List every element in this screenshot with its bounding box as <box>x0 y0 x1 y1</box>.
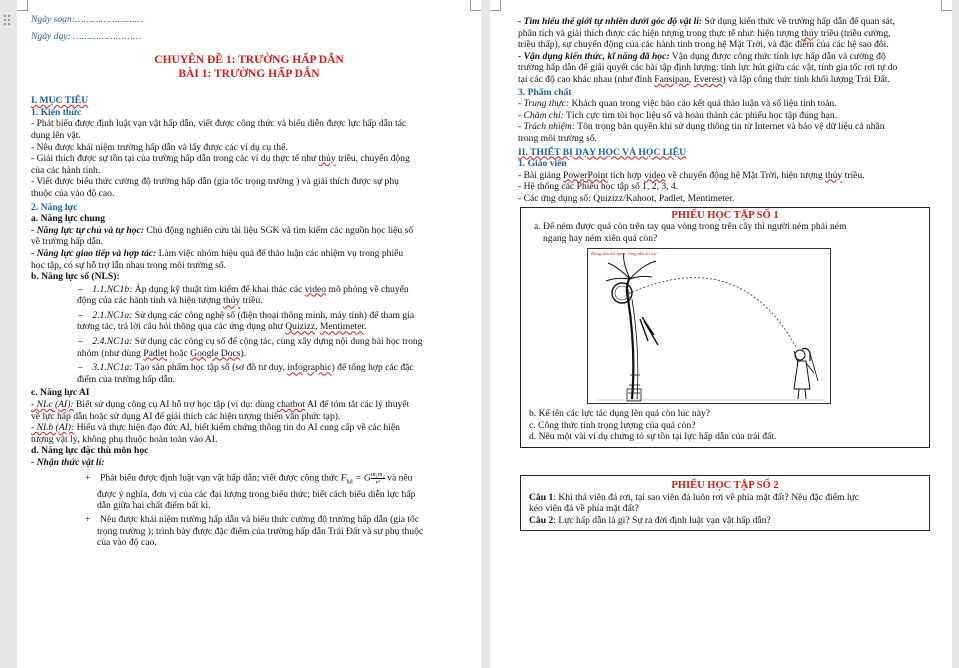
subheading-general: a. Năng lực chung <box>31 213 105 225</box>
knowledge-line: - Viết được biểu thức cường độ trường hấp dẫn (gia tốc trọng trường ) và giải thích được sự phụ <box>31 176 399 188</box>
quality-line: - Trách nhiệm: Tôn trọng bản quyền khi sử dụng thông tin từ Internet và bảo vệ dữ liệu cá nhân <box>518 121 885 133</box>
date-compose: Ngày soạn:…………………… <box>31 14 144 25</box>
digital-competence-item: động của các hành tinh và hiện tượng thủy triều. <box>77 295 263 307</box>
digital-competence-item: – 1.1.NC1b: Áp dụng kỹ thuật tìm kiếm để khai thác các video mô phỏng về chuyển <box>78 283 409 295</box>
worksheet-2-question-2: Câu 2: Lực hấp dẫn là gì? Sự ra đời định luật vạn vật hấp dẫn? <box>529 514 771 526</box>
subheading-ai: c. Năng lực AI <box>31 387 90 399</box>
worksheet-1-question-a: a. Để ném được quả còn trên tay qua vòng trong trên cây thì người ném phải ném <box>534 221 847 233</box>
document-page-left <box>17 0 481 668</box>
worksheet-1-question-d: d. Nêu một vài ví dụ chứng tỏ sự tồn tại lực hấp dẫn của trái đất. <box>529 431 777 443</box>
worksheet-2 <box>520 475 930 531</box>
physics-cognition-item: của vào độ cao. <box>97 537 157 549</box>
digital-competence-item: – 3.1.NC1a: Tạo sản phẩm học tập số (sơ đồ tư duy, infographic) để tổng hợp các đặc <box>78 362 414 374</box>
subheading-digital: b. Năng lực số (NLS): <box>31 271 120 283</box>
worksheet-1-title: PHIẾU HỌC TẬP SỐ 1 <box>671 209 779 221</box>
general-competence-line: - Năng lực giao tiếp và hợp tác: Làm việc nhóm hiệu quả để thảo luận các nhiệm vụ trong phiếu <box>31 247 404 259</box>
date-teach: Ngày dạy: …………………… <box>31 30 142 42</box>
digital-competence-item: tương tác, trả lời câu hỏi thông qua các ứng dụng như Quizizz, Mentimeter. <box>77 321 367 333</box>
knowledge-line: thuộc của vào độ cao. <box>31 187 115 199</box>
worksheet-1-question-a: ngang hay ném xiên quả còn? <box>543 232 658 244</box>
teacher-resource-line: - Hệ thống các Phiếu học tập số 1, 2, 3, 4. <box>518 181 679 193</box>
crop-mark-icon <box>490 0 501 11</box>
worksheet-2-question-1: Câu 1: Khi thả viên đá rơi, tại sao viên đá luôn rơi về phía mặt đất? Nêu đặc điểm lực <box>529 491 859 503</box>
teacher-resource-line: - Bài giảng PowerPoint tích hợp video về chuyển động hệ Mặt Trời, hiện tượng thủy triều. <box>518 169 865 181</box>
explore-nature-line: - Tìm hiểu thế giới tự nhiên dưới góc độ vật lí: Sử dụng kiến thức về trường hấp dẫn để quan sát, <box>518 16 895 27</box>
lesson-title: BÀI 1: TRƯỜNG HẤP DẪN <box>178 68 320 81</box>
subheading-knowledge: 1. Kiến thức <box>31 106 82 118</box>
apply-knowledge-line: trường hấp dẫn để giải quyết các bài tập định lượng: tính lực hút giữa các vật, tính gia tốc rơi tự do <box>518 62 898 74</box>
con-throwing-illustration <box>588 249 830 403</box>
teacher-resource-line: - Các ứng dụng số: Quizizz/Kahoot, Padlet, Mentimeter. <box>518 192 735 204</box>
worksheet-2-title: PHIẾU HỌC TẬP SỐ 2 <box>671 480 779 492</box>
knowledge-line: - Giải thích được sự tồn tại của trường hấp dẫn trong các ví dụ thực tế như thủy triều, chuyển động <box>31 153 410 165</box>
explore-nature-line: phân tích và giải thích được các hiện tượng trong thực tế như: hiện tượng thủy triều (triều cường, <box>518 27 891 39</box>
apply-knowledge-line: - Vận dụng kiến thức, kĩ năng đã học: Vận dụng được công thức tính lực hấp dẫn và cường độ <box>518 50 886 62</box>
worksheet-1-question-b: b. Kể tên các lực tác dụng lên quả còn lúc này? <box>529 408 711 420</box>
knowledge-line: của các hành tinh. <box>31 164 101 176</box>
physics-cognition-item: trọng trường ); trình bày được đặc điểm của trường hấp dẫn Trái Đất và sự phụ thuộc <box>97 525 424 537</box>
digital-competence-item: nhóm (như dùng Padlet hoặc Google Docs). <box>77 347 247 359</box>
crop-mark-icon <box>17 0 28 11</box>
topic-title: CHUYÊN ĐỀ 1: TRƯỜNG HẤP DẪN <box>154 54 344 67</box>
worksheet-1-question-c: c. Công thức tính trọng lượng của quả còn? <box>529 419 696 431</box>
ai-competence-line: - NLb (AI): Hiểu và thực hiện đạo đức AI, biết kiểm chứng thông tin do AI cung cấp về các hiện <box>31 422 400 434</box>
physics-cognition-item: + Nêu được khái niệm trường hấp dẫn và biểu thức cường độ trường hấp dẫn (gia tốc <box>85 513 420 525</box>
crop-mark-icon <box>470 0 481 11</box>
worksheet-1 <box>520 207 930 449</box>
general-competence-line: học tập, có sự hỗ trợ lẫn nhau trong môi trường số. <box>31 259 227 271</box>
section-heading-equipment: II. THIẾT BỊ DẠY HỌC VÀ HỌC LIỆU <box>518 146 687 158</box>
physics-cognition-item: + Phát biểu được định luật vạn vật hấp dẫn; viết được công thức $F_{hd} = G$ $\frac{\text{m₁m₂}}{\text{r²}}$ và nêu <box>85 470 413 486</box>
knowledge-line: - Nêu được khái niệm trường hấp dẫn và lấy được các ví dụ cụ thể. <box>31 141 288 153</box>
subheading-teacher: 1. Giáo viên <box>518 158 567 170</box>
subheading-specific: d. Năng lực đặc thù môn học <box>31 445 149 457</box>
subheading-qualities: 3. Phẩm chất <box>518 86 572 98</box>
worksheet-1-figure <box>587 248 831 404</box>
apply-knowledge-line: tại các độ cao khác nhau (như đỉnh Fansipan, Everest) và lập công thức tính khối lượng Trái Đất. <box>518 73 890 85</box>
worksheet-2-question-1: kéo viên đá về phía mặt đất? <box>529 503 639 515</box>
general-competence-line: - Năng lực tự chủ và tự học: Chủ động nghiên cứu tài liệu SGK và tìm kiếm các nguồn học liệu số <box>31 224 414 236</box>
crop-mark-icon <box>941 0 952 11</box>
knowledge-line: dụng lên vật. <box>31 129 81 141</box>
subheading-physics-cognition: - Nhận thức vật lí: <box>31 457 105 468</box>
quality-line: trong môi trường số. <box>518 132 598 144</box>
explore-nature-line: triều thấp), sự chuyển động của các hành tinh trong hệ Mặt Trời, và đặc điểm của các hệ sao đôi. <box>518 39 889 51</box>
ai-competence-line: tượng vật lý, không phụ thuộc hoàn toàn vào AI. <box>31 433 218 445</box>
figure-caption: Hàng tâm thể quả - Vòng tâm trí tuệ <box>591 251 657 257</box>
document-page-right <box>490 0 952 668</box>
section-heading-objectives: I. MỤC TIÊU <box>31 95 89 107</box>
quality-line: - Trung thực: Khách quan trong việc báo cáo kết quả thảo luận và số liệu tính toán. <box>518 98 837 110</box>
drag-handle-icon[interactable] <box>3 14 11 26</box>
physics-cognition-item: được ý nghĩa, đơn vị của các đại lượng trong biểu thức; biết cách biểu diễn lực hấp <box>97 488 416 500</box>
digital-competence-item: – 2.4.NC1a: Sử dụng các công cụ số để cộng tác, cùng xây dựng nội dung bài học trong <box>78 336 423 348</box>
knowledge-line: - Phát biểu được định luật vạn vật hấp dẫn, viết được công thức và biểu diễn được lực hấp dẫn tác <box>31 118 407 130</box>
quality-line: - Chăm chỉ: Tích cực tìm tòi học liệu số và hoàn thành các phiếu học tập đúng hạn. <box>518 109 838 121</box>
physics-cognition-item: dẫn giữa hai chất điểm bất kì. <box>97 500 211 512</box>
ai-competence-line: về lực hấp dẫn hoặc sử dụng AI để giải thích các hiện tượng thiên văn phức tạp). <box>31 410 341 422</box>
general-competence-line: về trường hấp dẫn. <box>31 236 104 248</box>
ai-competence-line: - NLc (AI): Biết sử dụng công cụ AI hỗ trợ học tập (ví dụ: dùng chatbot AI để tóm tắt các lý thuyết <box>31 399 410 411</box>
digital-competence-item: – 2.1.NC1a: Sử dụng các công nghệ số (điện thoại thông minh, máy tính) để tham gia <box>78 309 415 321</box>
subheading-competence: 2. Năng lực <box>31 201 78 213</box>
digital-competence-item: điểm của trường hấp dẫn. <box>77 373 175 385</box>
